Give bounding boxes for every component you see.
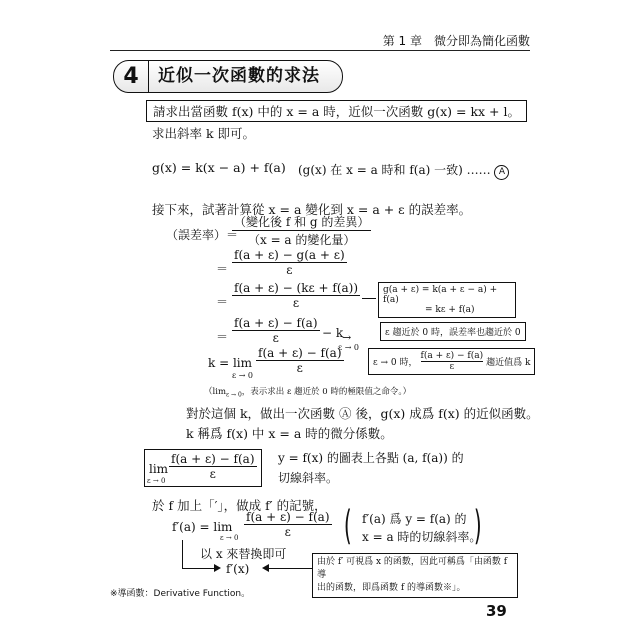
note-line: 由於 f′ 可視爲 x 的函數，因此可稱爲「由函數 f 導: [317, 557, 508, 580]
substitution-note-box: [378, 282, 516, 318]
approximation-sentence: 對於這個 k，做出一次函數 Ⓐ 後，g(x) 成爲 f(x) 的近似函數。: [186, 406, 539, 421]
error-fraction-2: [232, 248, 347, 277]
fraction-numerator: f(a + ε) − g(a + ε): [234, 248, 345, 262]
note-line: = kε + f(a): [425, 305, 475, 315]
error-lead: 接下來，試著計算從 x = a 變化到 x = a + ε 的誤差率。: [152, 202, 472, 217]
section-title: 近似一次函數的求法: [158, 66, 320, 86]
connector-line: [182, 568, 216, 569]
fraction-denominator: ε: [244, 524, 332, 539]
error-fraction-4: [232, 316, 320, 345]
minus-k: − k: [322, 326, 344, 340]
problem-statement: 請求出當函數 f(x) 中的 x = a 時，近似一次函數 g(x) = kx + l。: [146, 100, 527, 122]
fraction-denominator: ε: [232, 295, 360, 310]
connector-line: [268, 568, 312, 569]
error-fraction-3: [232, 281, 360, 310]
derivative-lead: 於 f 加上「′」，做成 f′ 的記號，: [152, 498, 327, 513]
g-equation: g(x) = k(x − a) + f(a): [152, 160, 286, 175]
replace-note: 以 x 來替換即可: [200, 547, 287, 561]
k-limit-fraction: [256, 346, 344, 375]
connector-line: [182, 540, 183, 568]
equals-sign: ＝: [216, 295, 229, 309]
chapter-title: 第 1 章 微分即為簡化函數: [382, 34, 530, 48]
g-equation-note: (g(x) 在 x = a 時和 f(a) 一致) …… A: [298, 161, 509, 180]
lim-label: lim: [149, 462, 169, 476]
boxed-limit-fraction: [169, 452, 257, 481]
note-fraction: [421, 351, 484, 372]
footnote: ※導函數：Derivative Function。: [110, 589, 251, 599]
note-text: ε → 0 時，: [373, 358, 418, 368]
circled-a-marker: A: [494, 165, 509, 180]
derivative-description: f′(a) 爲 y = f(a) 的: [362, 512, 467, 526]
fraction-numerator: f(a + ε) − (kε + f(a)): [234, 281, 359, 295]
fraction-denominator: ε: [169, 466, 257, 481]
right-arrow-icon: →: [342, 331, 352, 344]
derivative-lhs: f′(a) = lim: [172, 520, 233, 534]
limit-note-box: ε 趨近於 0 時，誤差率也趨近於 0: [380, 322, 526, 341]
k-limit-label: k = lim: [208, 356, 253, 370]
arrow-line: [362, 298, 376, 299]
fraction-denominator: ε: [256, 360, 344, 375]
fraction-numerator: f(a + ε) − f(a): [234, 316, 318, 330]
note-line: g(a + ε) = k(a + ε − a) + f(a): [383, 285, 498, 305]
fraction-numerator: f(a + ε) − f(a): [246, 510, 330, 524]
error-label: （誤差率）＝: [166, 228, 239, 242]
fraction-numerator: f(a + ε) − f(a): [258, 346, 342, 360]
fraction-denominator: （x = a 的變化量）: [232, 230, 371, 248]
derivative-fraction: [244, 510, 332, 539]
lim-subscript: ε → 0: [232, 371, 254, 380]
fraction-numerator: f(a + ε) − f(a): [171, 452, 255, 466]
error-fraction-1: [232, 213, 371, 248]
arrow-head-icon: [214, 564, 221, 572]
fraction-numerator: f(a + ε) − f(a): [420, 351, 484, 361]
limit-value-box: [368, 348, 535, 375]
arrow-subscript: ε → 0: [338, 343, 360, 352]
section-banner: [113, 60, 343, 93]
derivative-function: f′(x): [226, 562, 250, 576]
running-header: [110, 30, 530, 51]
fraction-denominator: ε: [232, 262, 347, 277]
tangent-description-2: 切線斜率。: [278, 471, 339, 485]
lim-subscript: ε → 0: [220, 534, 239, 542]
derivative-description-2: x = a 時的切線斜率。: [362, 530, 482, 544]
tangent-description: y = f(x) 的圖表上各點 (a, f(a)) 的: [278, 451, 464, 465]
note-line: 出的函數，即爲函數 f 的導函數※」。: [317, 583, 466, 593]
intro-line: 求出斜率 k 即可。: [152, 126, 256, 141]
fraction-denominator: ε: [421, 361, 484, 372]
left-paren: (: [343, 503, 352, 549]
equals-sign: ＝: [216, 330, 229, 344]
lim-footnote: （$\lim_{\varepsilon \to 0}$，表示求出 ε 趨近於 0 時的極限值之命令。）: [204, 387, 412, 399]
page-number: 39: [486, 602, 507, 620]
right-paren: ): [473, 503, 482, 549]
fraction-numerator: （變化後 f 和 g 的差異）: [234, 215, 370, 229]
lim-subscript: ε → 0: [147, 477, 166, 485]
equals-sign: ＝: [216, 262, 229, 276]
section-number: 4: [114, 61, 149, 92]
boxed-limit: [144, 449, 262, 487]
fraction-denominator: ε: [232, 330, 320, 345]
derivative-note-box: [312, 553, 518, 598]
note-text: 趨近值爲 k: [486, 358, 531, 368]
coefficient-sentence: k 稱爲 f(x) 中 x = a 時的微分係數。: [186, 426, 393, 441]
